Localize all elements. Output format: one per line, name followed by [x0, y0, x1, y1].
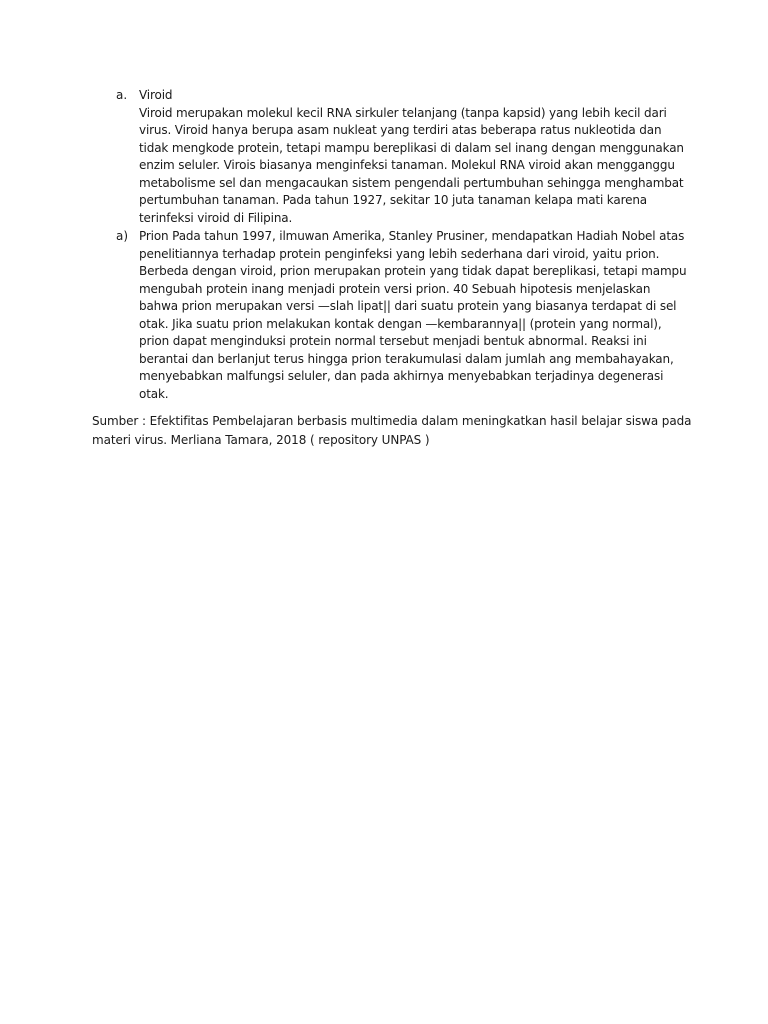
list-marker: a) — [116, 229, 129, 243]
item-heading: Viroid — [139, 88, 173, 102]
paragraph-line: otak. Jika suatu prion melakukan kontak dengan —kembarannya|| (protein yang normal), — [139, 316, 662, 331]
paragraph-line: Prion Pada tahun 1997, ilmuwan Amerika, Stanley Prusiner, mendapatkan Hadiah Nobel atas — [139, 229, 685, 243]
paragraph-line: enzim seluler. Virois biasanya menginfeksi tanaman. Molekul RNA viroid akan mengganggu — [139, 158, 675, 172]
paragraph-line: virus. Viroid hanya berupa asam nukleat yang terdiri atas beberapa ratus nukleotida dan — [139, 123, 662, 137]
paragraph-line: Berbeda dengan viroid, prion merupakan protein yang tidak dapat bereplikasi, tetapi mampu — [139, 264, 687, 278]
paragraph-line: Viroid merupakan molekul kecil RNA sirkuler telanjang (tanpa kapsid) yang lebih kecil dari — [139, 105, 667, 120]
paragraph-line: prion dapat menginduksi protein normal tersebut menjadi bentuk abnormal. Reaksi ini — [139, 334, 647, 348]
citation-line: materi virus. Merliana Tamara, 2018 ( repository UNPAS ) — [92, 433, 430, 447]
citation-line: Sumber : Efektifitas Pembelajaran berbasis multimedia dalam meningkatkan hasil belajar siswa pada — [92, 414, 692, 428]
paragraph-line: penelitiannya terhadap protein penginfeksi yang lebih sederhana dari viroid, yaitu prion. — [139, 246, 660, 261]
paragraph-line: terinfeksi viroid di Filipina. — [139, 210, 293, 225]
paragraph-line: mengubah protein inang menjadi protein versi prion. 40 Sebuah hipotesis menjelaskan — [139, 281, 651, 296]
paragraph-line: otak. — [139, 386, 169, 401]
paragraph-line: berantai dan berlanjut terus hingga prion terakumulasi dalam jumlah ang membahayakan, — [139, 351, 674, 366]
paragraph-line: tidak mengkode protein, tetapi mampu bereplikasi di dalam sel inang dengan menggunakan — [139, 140, 684, 155]
paragraph-line: menyebabkan malfungsi seluler, dan pada akhirnya menyebabkan terjadinya degenerasi — [139, 369, 664, 383]
paragraph-line: metabolisme sel dan mengacaukan sistem pengendali pertumbuhan sehingga menghambat — [139, 175, 684, 190]
list-marker: a. — [116, 88, 128, 102]
paragraph-line: bahwa prion merupakan versi —slah lipat|| dari suatu protein yang biasanya terdapat di sel — [139, 299, 677, 313]
paragraph-line: pertumbuhan tanaman. Pada tahun 1927, sekitar 10 juta tanaman kelapa mati karena — [139, 193, 648, 207]
